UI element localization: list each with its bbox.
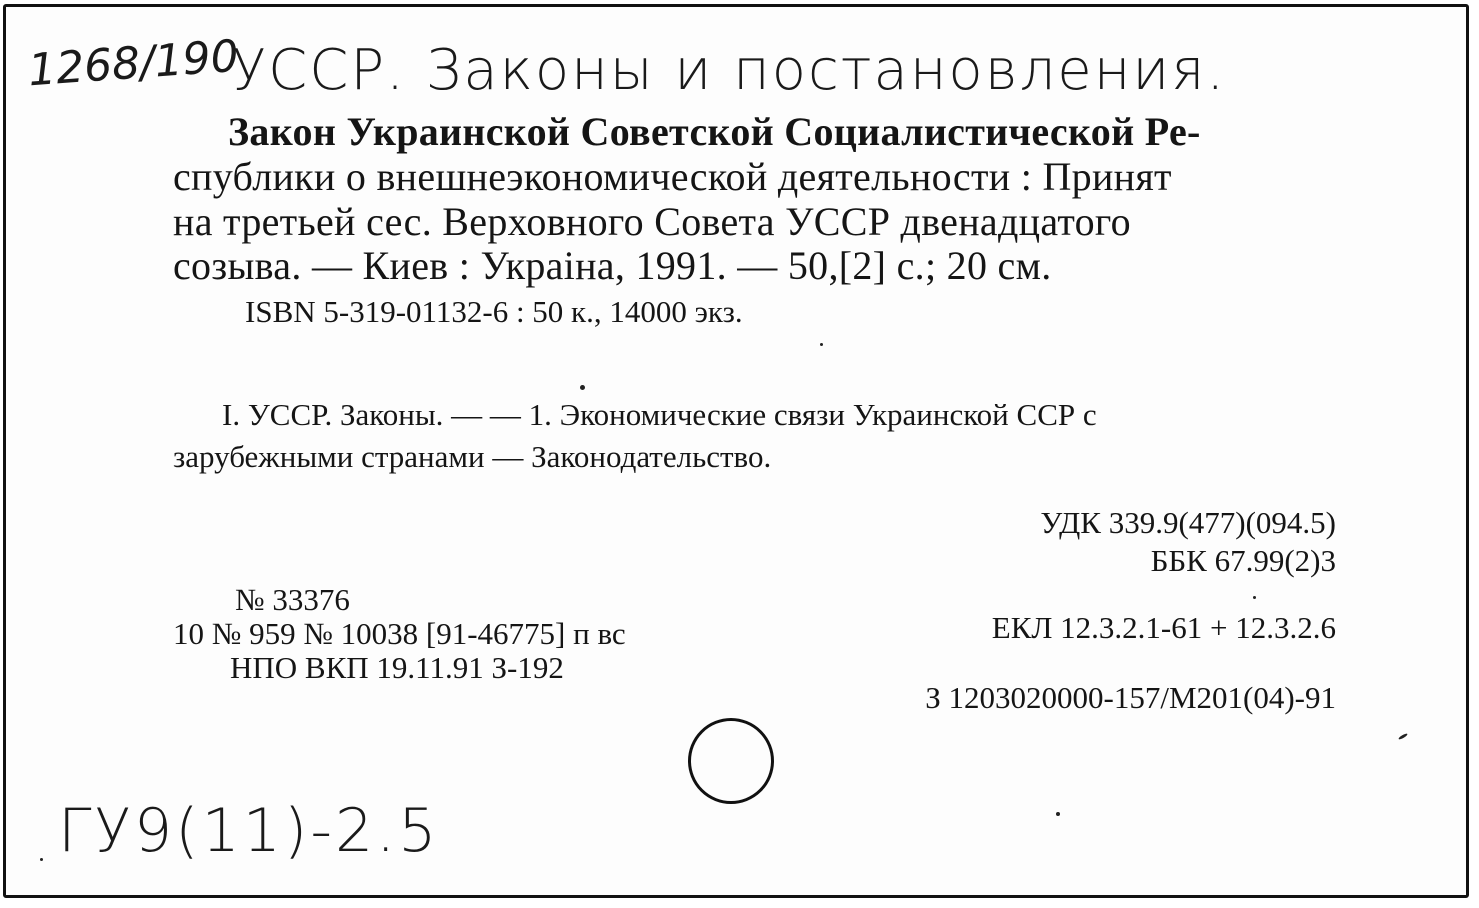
registration-number: № 33376 — [235, 582, 350, 617]
handwritten-shelf-code: ГУ9(11)-2.5 — [58, 796, 440, 866]
author-code: З 1203020000-157/М201(04)-91 — [925, 680, 1336, 715]
isbn-line: ISBN 5-319-01132-6 : 50 к., 14000 экз. — [245, 294, 743, 329]
bbk-index: ББК 67.99(2)3 — [1150, 543, 1336, 578]
ekl-index: ЕКЛ 12.3.2.1-61 + 12.3.2.6 — [991, 610, 1336, 645]
handwritten-heading: УССР. Законы и постановления. — [232, 38, 1227, 103]
udk-index: УДК 339.9(477)(094.5) — [1040, 505, 1336, 540]
handwritten-call-number: 1268/190 — [26, 30, 241, 97]
tracings-line-2: зарубежными странами — Законодательство. — [173, 439, 772, 474]
entry-line-3: на третьей сес. Верховного Совета УССР двенадцатого — [173, 199, 1131, 244]
scan-speck — [40, 858, 43, 861]
scan-speck — [820, 343, 823, 346]
order-line: 10 № 959 № 10038 [91-46775] п вс — [173, 616, 626, 651]
tracings-line-1: I. УССР. Законы. — — 1. Экономические связи Украинской ССР с — [222, 397, 1097, 432]
scan-speck — [1056, 812, 1060, 816]
npo-line: НПО ВКП 19.11.91 З-192 — [230, 650, 564, 685]
entry-line-2: спублики о внешнеэкономической деятельности : Принят — [173, 154, 1172, 199]
scan-speck — [580, 385, 585, 390]
entry-line-4: созыва. — Киев : Украiна, 1991. — 50,[2] с.; 20 см. — [173, 243, 1052, 288]
punch-hole-circle — [688, 718, 774, 804]
entry-line-1: Закон Украинской Советской Социалистической Ре- — [228, 109, 1201, 154]
scan-speck — [1253, 596, 1256, 599]
